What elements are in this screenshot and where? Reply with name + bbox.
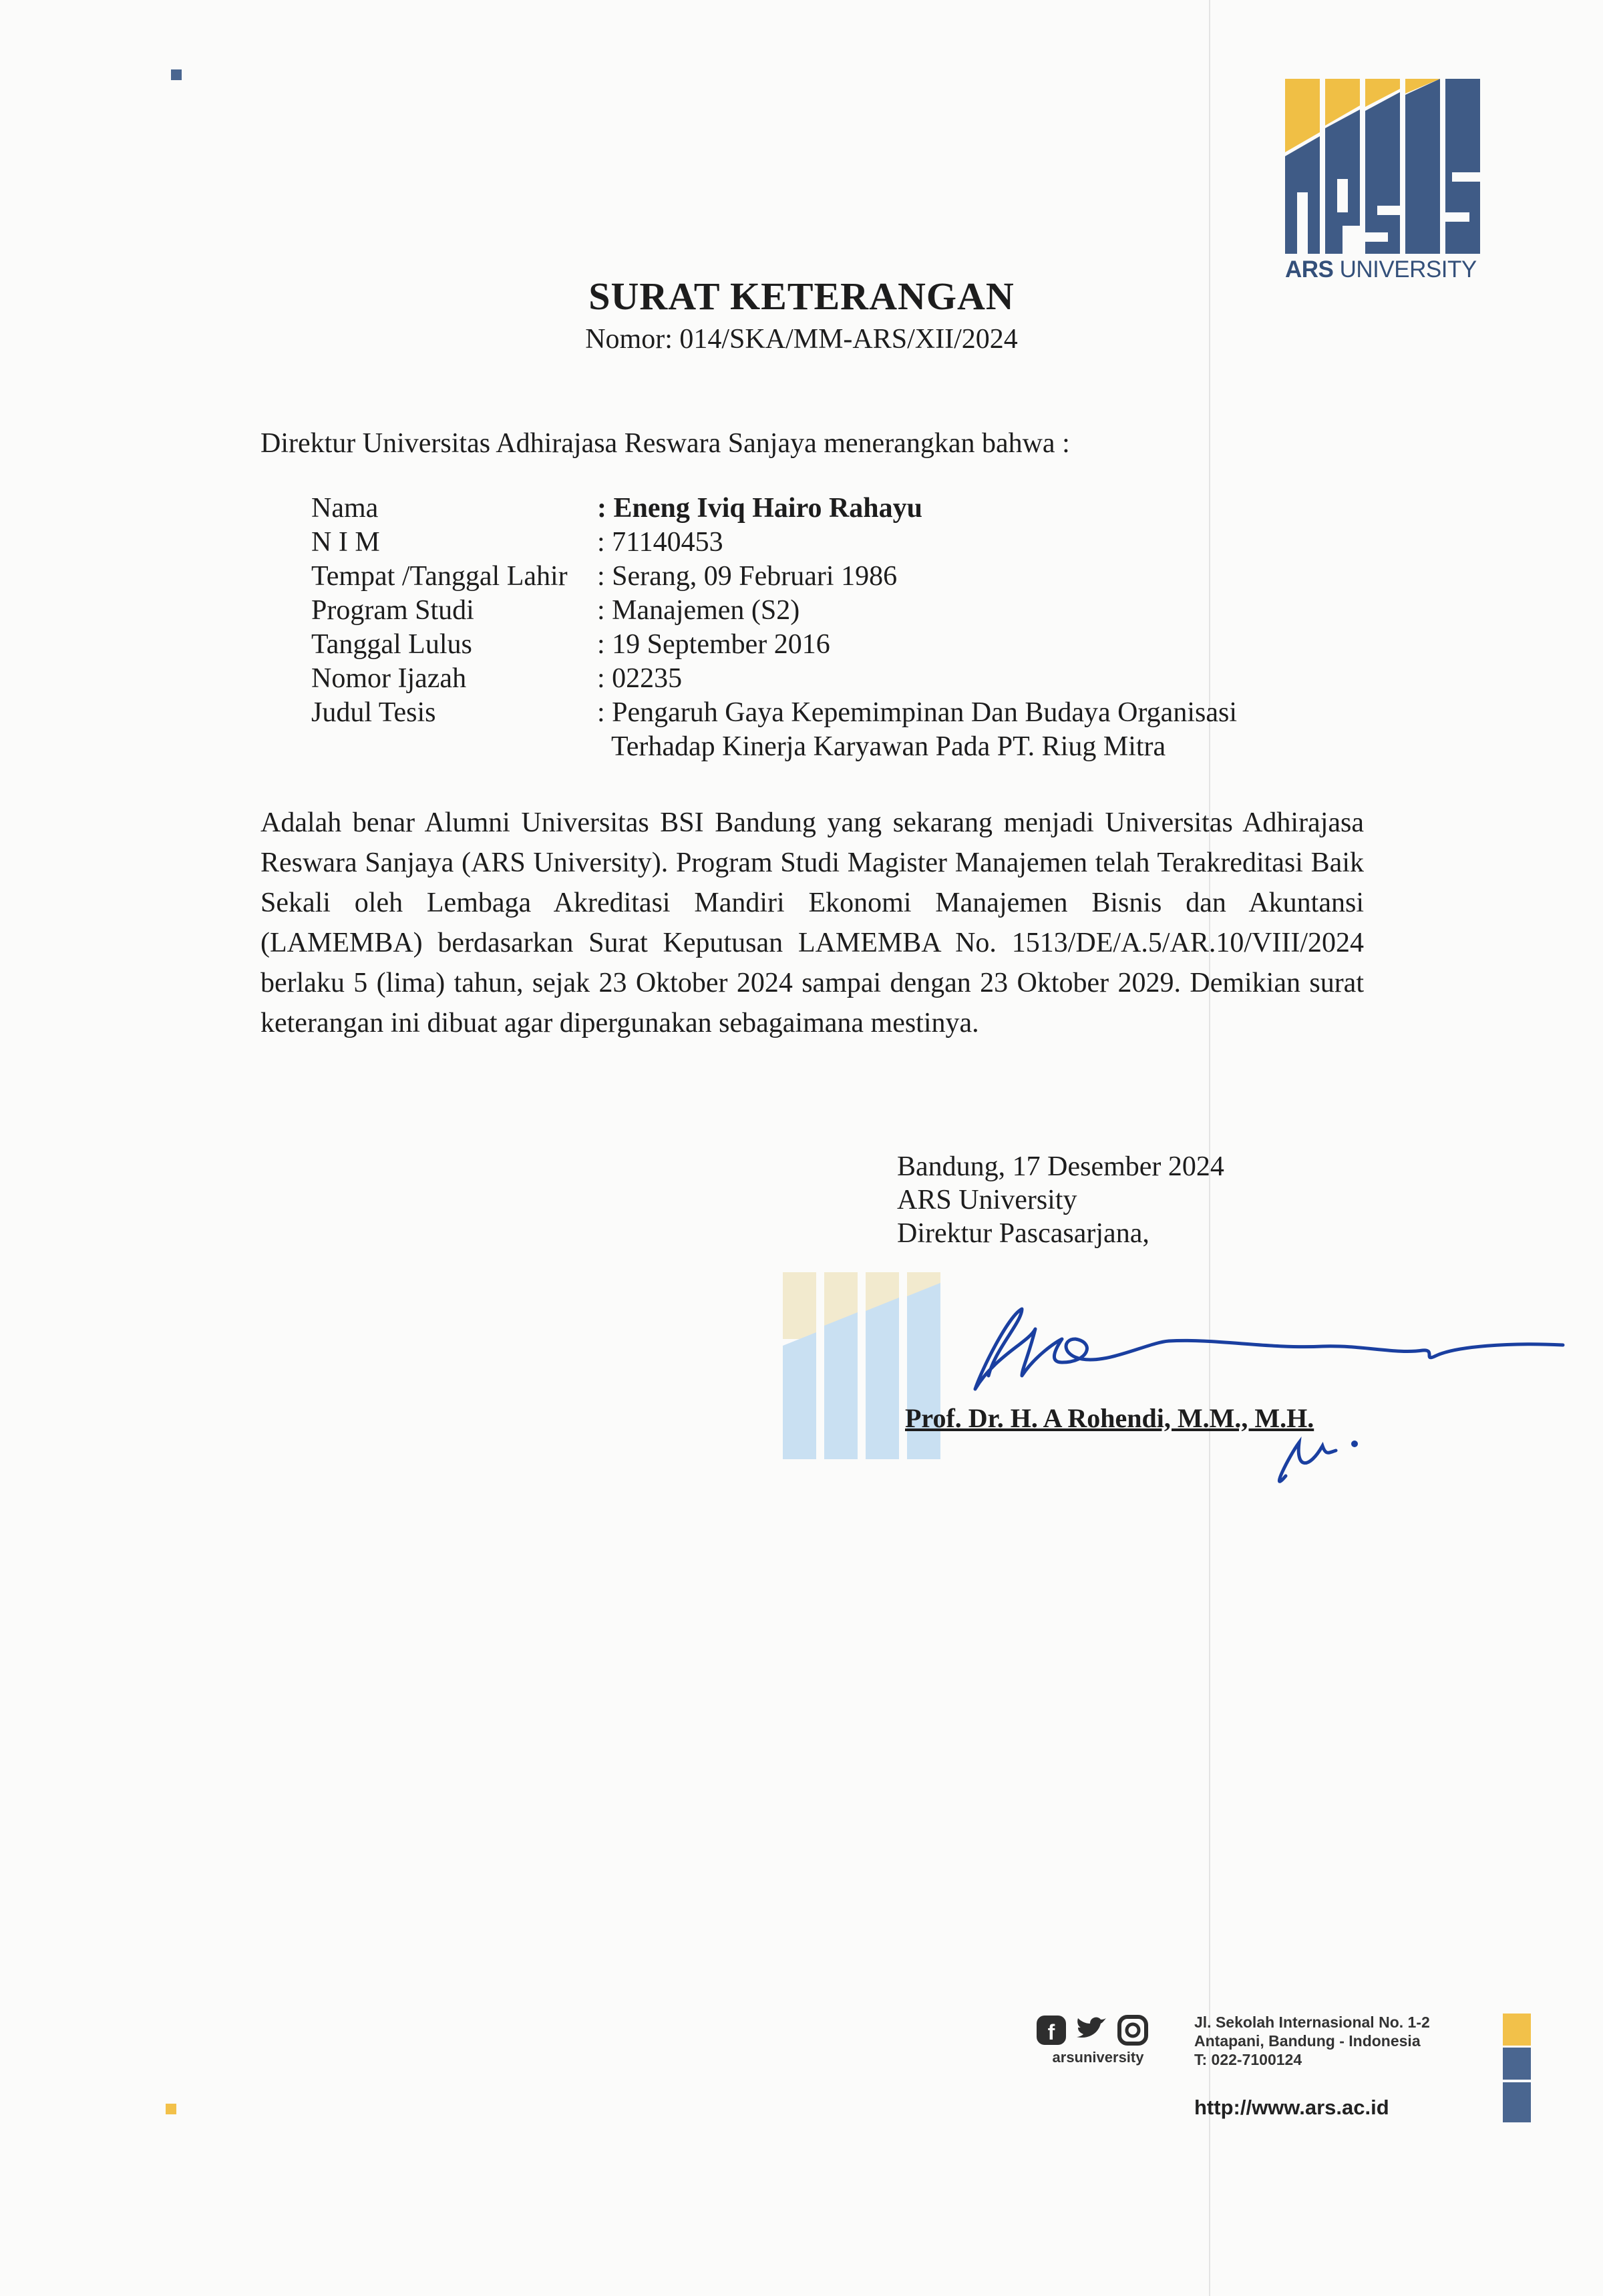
- field-nim: N I M : 71140453: [311, 527, 723, 558]
- instagram-icon: [1119, 2017, 1146, 2044]
- position: Direktur Pascasarjana,: [897, 1218, 1149, 1249]
- field-diploma-number: Nomor Ijazah : 02235: [311, 663, 683, 694]
- svg-text:f: f: [1047, 2020, 1055, 2044]
- field-graduation-date: Tanggal Lulus : 19 September 2016: [311, 629, 830, 660]
- body-paragraph: Adalah benar Alumni Universitas BSI Bandung yang sekarang menjadi Universitas Adhirajasa Reswara Sanjaya (ARS University). Program Studi Magister Manajemen telah Terakreditasi Baik Sekali oleh Lembaga Akreditasi Mandiri Ekonomi Manajemen Bisnis dan Akuntansi (LAMEMBA) berdasarkan Surat Keputusan LAMEMBA No. 1513/DE/A.5/AR.10/VIII/2024 berlaku 5 (lima) tahun, sejak 23 Oktober 2024 sampai dengan 23 Oktober 2029. Demikian surat keterangan ini dibuat agar dipergunakan sebagaimana mestinya.: [260, 807, 1364, 1038]
- field-birth: Tempat /Tanggal Lahir : Serang, 09 Februari 1986: [311, 561, 898, 592]
- logo-wordmark: ARS UNIVERSITY: [1285, 256, 1477, 282]
- footer-bar-yellow: [1503, 2014, 1531, 2046]
- website-url: http://www.ars.ac.id: [1194, 2096, 1389, 2119]
- intro-text: Direktur Universitas Adhirajasa Reswara Sanjaya menerangkan bahwa :: [260, 428, 1070, 459]
- document-title: SURAT KETERANGAN: [588, 274, 1015, 318]
- institution: ARS University: [897, 1185, 1077, 1215]
- handwritten-signature: [895, 1276, 1570, 1523]
- field-program: Program Studi : Manajemen (S2): [311, 595, 800, 626]
- footer-bar-blue-2: [1503, 2082, 1531, 2122]
- document-number: Nomor: 014/SKA/MM-ARS/XII/2024: [585, 324, 1018, 355]
- social-handle: arsuniversity: [1052, 2049, 1144, 2066]
- facebook-icon: [1037, 2016, 1066, 2045]
- social-icons: [1034, 2012, 1162, 2048]
- thesis-title-line-2: Terhadap Kinerja Karyawan Pada PT. Riug Mitra: [611, 731, 1166, 762]
- address-block: Jl. Sekolah Internasional No. 1-2 Antapani, Bandung - Indonesia T: 022-7100124: [1194, 2014, 1430, 2068]
- signer-name: Prof. Dr. H. A Rohendi, M.M., M.H.: [905, 1403, 1314, 1433]
- ars-university-logo: [1285, 79, 1480, 254]
- field-thesis-title: Judul Tesis : Pengaruh Gaya Kepemimpinan Dan Budaya Organisasi: [311, 697, 1237, 728]
- place-date: Bandung, 17 Desember 2024: [897, 1151, 1224, 1182]
- field-name: Nama : Eneng Iviq Hairo Rahayu: [311, 493, 922, 524]
- twitter-icon: [1077, 2018, 1106, 2038]
- closing-block: [897, 1150, 1224, 1250]
- corner-mark-top: [171, 69, 182, 80]
- student-details: [311, 492, 1237, 764]
- corner-mark-bottom: [166, 2104, 176, 2114]
- footer-bar-blue: [1503, 2048, 1531, 2080]
